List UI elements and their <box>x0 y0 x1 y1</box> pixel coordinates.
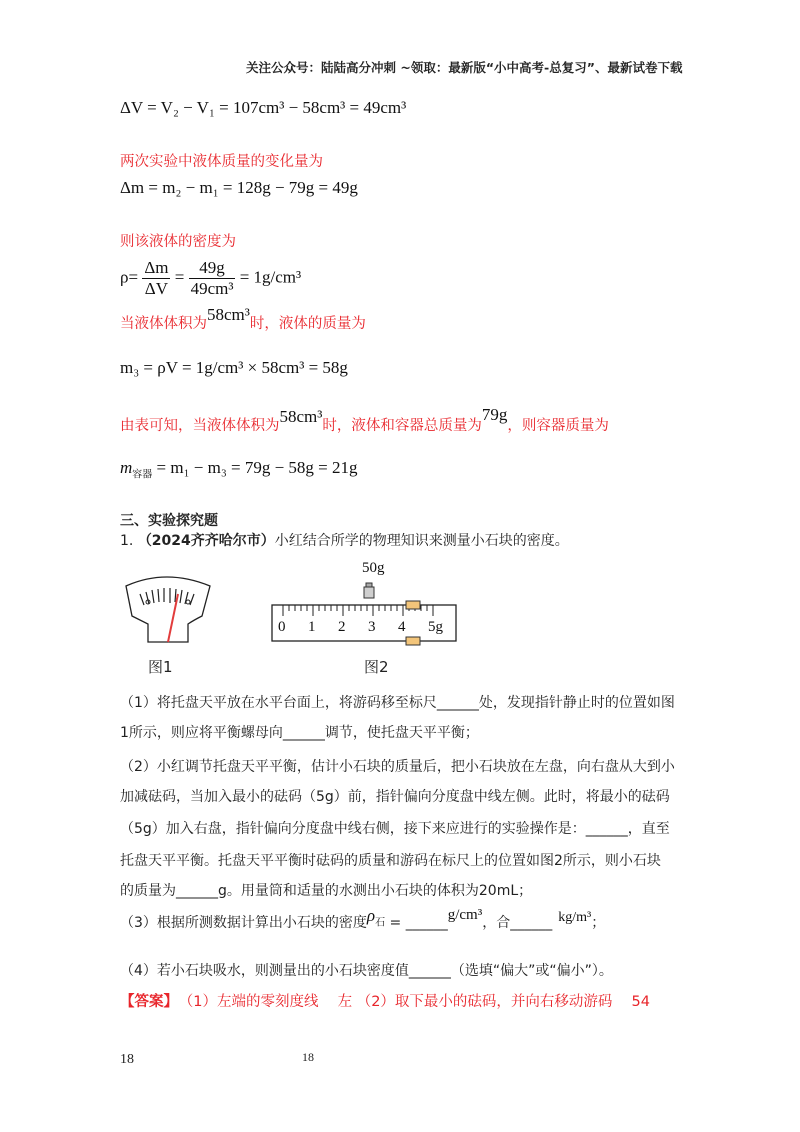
rho-sub: 石 <box>375 917 386 929</box>
volume-58-text-a: 当液体体积为 <box>120 316 207 332</box>
table-volume: 58cm³ <box>279 407 323 426</box>
density-den-1: ΔV <box>144 279 169 298</box>
tick-label: 3 <box>368 619 376 635</box>
part-2-line-4: 托盘天平平衡。托盘天平平衡时砝码的质量和游码在标尺上的位置如图2所示，则小石块 <box>120 853 661 869</box>
density-rhs: = 1g/cm³ <box>239 267 302 287</box>
part-2-line-3: （5g）加入右盘，指针偏向分度盘中线右侧，接下来应进行的实验操作是：______，直至 <box>120 821 670 837</box>
section-title: 三、实验探究题 <box>120 513 218 529</box>
part-3-text-b: = ______ <box>385 915 448 931</box>
part-3-line <box>120 906 606 934</box>
answer-text: （1）左端的零刻度线 左 （2）取下最小的砝码，并向右移动游码 54 <box>186 994 650 1010</box>
part-3-text-c: ，合______ <box>482 915 553 931</box>
part-2-line-5: 的质量为______g。用量筒和适量的水测出小石块的体积为20mL； <box>120 883 533 899</box>
container-mass-equation <box>120 458 358 480</box>
volume-58-value: 58cm³ <box>207 305 250 324</box>
part-3-text-a: （3）根据所测数据计算出小石块的密度 <box>120 915 367 931</box>
density-equation: ρ= $\frac{\Delta m}{\Delta V}$ = $\frac{49g}{\text{49cm³}}$ = 1g/cm³ <box>120 258 302 298</box>
volume-58-text-b: 时，液体的质量为 <box>249 316 366 332</box>
rider-bottom[interactable] <box>406 637 420 645</box>
answer-line <box>120 990 650 1011</box>
container-mass-sub: 容器 <box>132 469 153 481</box>
tick-label: 4 <box>398 619 406 635</box>
answer-tag: 【答案】 <box>120 994 178 1010</box>
part-3-text-d: ； <box>591 915 606 931</box>
table-text-c: ，则容器质量为 <box>507 418 609 434</box>
container-mass-symbol: m <box>120 458 133 477</box>
table-mass: 79g <box>481 405 508 424</box>
tick-label: 1 <box>308 619 316 635</box>
delta-v-equation: ΔV = V₂ − V₁ = 107cm³ − 58cm³ = 49cm³ <box>120 98 407 117</box>
density-fraction-1 <box>142 258 170 299</box>
question-number: 1. <box>120 533 134 549</box>
part-2-line-2: 加减砝码，当加入最小的砝码（5g）前，指针偏向分度盘中线左侧。此时，将最小的砝码 <box>120 789 670 805</box>
weight-label: 50g <box>362 560 385 576</box>
question-1-stem <box>120 530 569 550</box>
page-number-center: 18 <box>302 1050 314 1064</box>
balance-dial-figure <box>118 572 218 652</box>
delta-m-equation: Δm = m₂ − m₁ = 128g − 79g = 49g <box>120 178 358 197</box>
tick-label: 0 <box>278 619 286 635</box>
weight-icon <box>364 583 374 598</box>
page-header: 关注公众号：陆陆高分冲刺 ~领取：最新版“小中高考-总复习”、最新试卷下载 <box>246 60 683 75</box>
rho-symbol: ρ <box>366 906 376 925</box>
rider-scale-figure <box>270 580 460 646</box>
page-number-left: 18 <box>120 1052 134 1067</box>
container-mass-rhs: = m₁ − m₃ = 79g − 58g = 21g <box>152 458 358 477</box>
rider-top[interactable] <box>406 601 420 609</box>
m3-equation: m₃ = ρV = 1g/cm³ × 58cm³ = 58g <box>120 358 348 377</box>
question-source: （2024齐齐哈尔市） <box>137 533 275 549</box>
dial-plate <box>126 577 210 642</box>
density-num-2: 49g <box>189 258 236 279</box>
tick-label: 5g <box>428 619 443 635</box>
volume-58-line <box>120 305 366 333</box>
density-num-1: Δm <box>144 258 169 277</box>
table-text-b: 时，液体和容器总质量为 <box>322 418 482 434</box>
tick-label: 2 <box>338 619 346 635</box>
density-label: 则该液体的密度为 <box>120 234 236 250</box>
table-reading-line <box>120 405 609 435</box>
density-den-2: 49cm³ <box>190 279 234 298</box>
part-4-line: （4）若小石块吸水，则测量出的小石块密度值______（选填“偏大”或“偏小”）。 <box>120 963 613 979</box>
question-text: 小红结合所学的物理知识来测量小石块的密度。 <box>274 533 569 549</box>
density-lhs: ρ= <box>120 267 139 287</box>
delta-m-label: 两次实验中液体质量的变化量为 <box>120 154 323 170</box>
part-1-line-2: 1所示，则应将平衡螺母向______调节，使托盘天平平衡； <box>120 725 479 741</box>
figure-2-caption: 图2 <box>364 658 389 676</box>
part-2-line-1: （2）小红调节托盘天平平衡，估计小石块的质量后，把小石块放在左盘，向右盘从大到小 <box>120 759 675 775</box>
unit-kg-per-m3: kg/m³ <box>558 910 592 925</box>
part-1-line-1: （1）将托盘天平放在水平台面上，将游码移至标尺______处，发现指针静止时的位置如图 <box>120 695 675 711</box>
unit-g-per-cm3: g/cm³ <box>447 907 483 923</box>
table-text-a: 由表可知，当液体体积为 <box>120 418 280 434</box>
figure-1-caption: 图1 <box>148 658 173 676</box>
density-fraction-2 <box>189 258 236 299</box>
